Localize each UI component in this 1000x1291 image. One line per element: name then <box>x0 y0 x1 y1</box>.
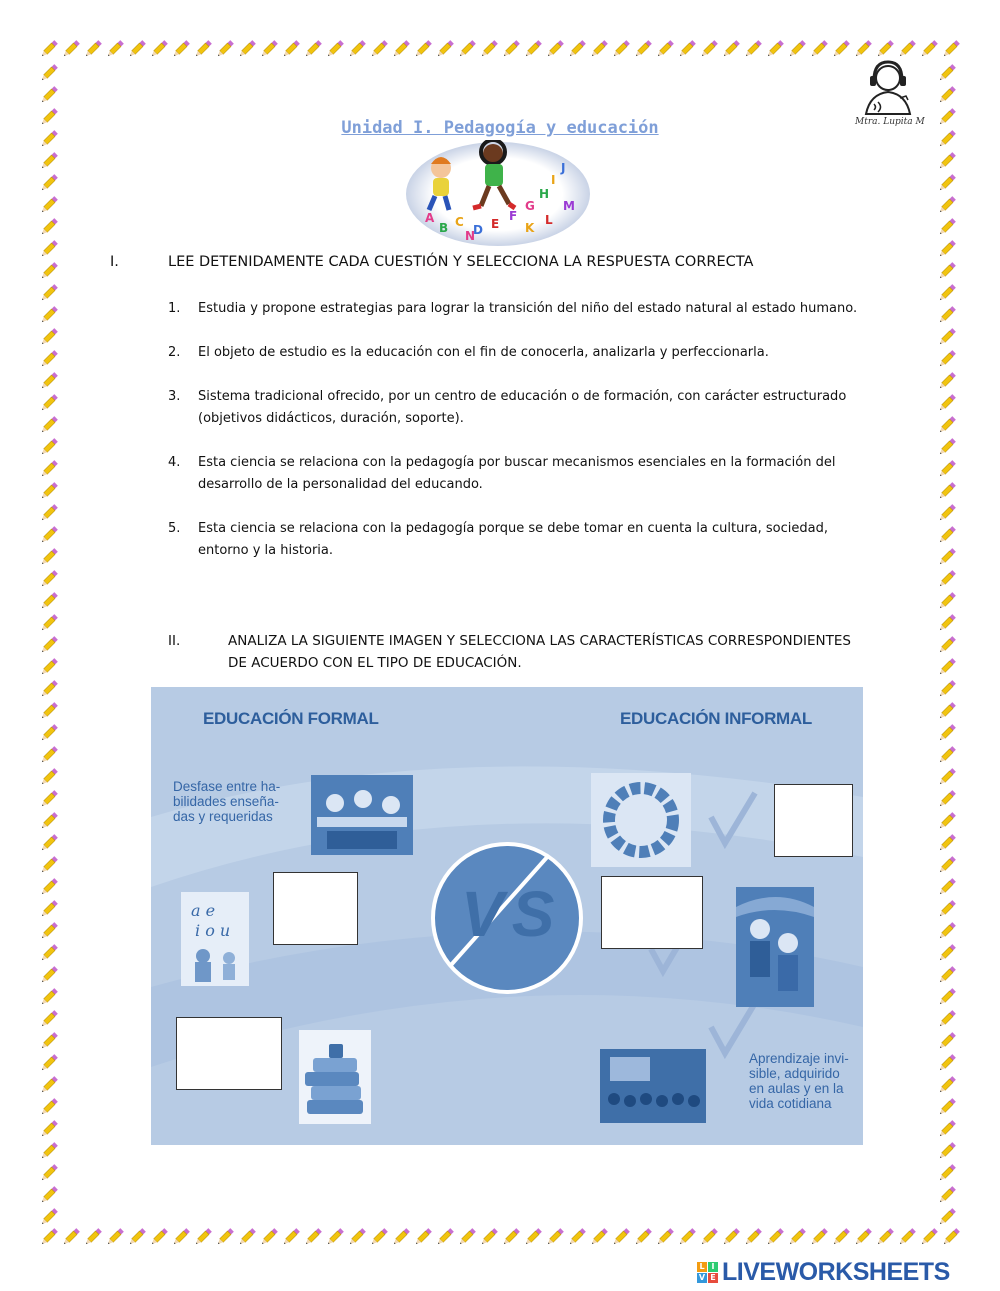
pencil-icon <box>302 1226 324 1248</box>
children-walking-clipart <box>405 140 591 248</box>
pencil-icon <box>192 1226 214 1248</box>
pencil-icon <box>302 38 324 60</box>
question-number: 2. <box>168 345 181 360</box>
pencil-icon <box>936 1052 958 1074</box>
pencil-border-bottom <box>38 1226 962 1248</box>
pencil-icon <box>82 1226 104 1248</box>
svg-text:K: K <box>525 221 535 235</box>
pencil-icon <box>38 590 60 612</box>
pencil-icon <box>38 612 60 634</box>
pencil-icon <box>610 1226 632 1248</box>
pencil-icon <box>936 832 958 854</box>
pencil-icon <box>38 876 60 898</box>
pencil-icon <box>170 1226 192 1248</box>
pencil-icon <box>126 1226 148 1248</box>
svg-text:L: L <box>545 213 553 227</box>
technology-circle-image <box>591 773 691 867</box>
pencil-icon <box>676 38 698 60</box>
question-text: El objeto de estudio es la educación con el fin de conocerla, analizarla y perfeccionarla. <box>198 345 769 360</box>
liveworksheets-logo <box>697 1258 950 1287</box>
pencil-icon <box>522 38 544 60</box>
svg-text:a e: a e <box>191 901 216 920</box>
pencil-icon <box>478 38 500 60</box>
pencil-icon <box>38 392 60 414</box>
question-number: 4. <box>168 455 181 470</box>
pencil-icon <box>324 1226 346 1248</box>
pencil-icon <box>38 832 60 854</box>
svg-text:A: A <box>425 211 435 225</box>
question-text: Sistema tradicional ofrecido, por un centro de educación o de formación, con carácter estructurado (objetivos didácticos, duración, soporte). <box>198 389 847 426</box>
pencil-icon <box>698 38 720 60</box>
pencil-icon <box>936 238 958 260</box>
pencil-icon <box>38 1140 60 1162</box>
pencil-icon <box>38 150 60 172</box>
pencil-icon <box>38 1096 60 1118</box>
svg-text:I: I <box>551 173 556 187</box>
pencil-icon <box>936 810 958 832</box>
pencil-icon <box>500 38 522 60</box>
pencil-icon <box>936 942 958 964</box>
pencil-icon <box>936 1162 958 1184</box>
question-number: 5. <box>168 521 181 536</box>
svg-text:D: D <box>473 223 483 237</box>
question-item[interactable] <box>168 342 868 364</box>
pencil-icon <box>38 194 60 216</box>
pencil-icon <box>566 1226 588 1248</box>
pencil-icon <box>192 38 214 60</box>
liveworksheets-badge <box>697 1262 718 1283</box>
pencil-icon <box>918 38 940 60</box>
pencil-icon <box>38 38 60 60</box>
pencil-icon <box>852 1226 874 1248</box>
pencil-icon <box>38 854 60 876</box>
pencil-icon <box>170 38 192 60</box>
svg-text:J: J <box>561 161 566 175</box>
pencil-icon <box>588 38 610 60</box>
pencil-icon <box>38 502 60 524</box>
pencil-icon <box>544 1226 566 1248</box>
pencil-icon <box>258 38 280 60</box>
pencil-icon <box>566 38 588 60</box>
pencil-icon <box>38 260 60 282</box>
pencil-icon <box>936 612 958 634</box>
svg-text:H: H <box>539 187 550 201</box>
section-1-number: I. <box>110 254 119 270</box>
pencil-icon <box>544 38 566 60</box>
pencil-icon <box>936 788 958 810</box>
pencil-icon <box>786 38 808 60</box>
pencil-border-top <box>38 38 962 60</box>
pencil-icon <box>936 656 958 678</box>
pencil-icon <box>936 766 958 788</box>
pencil-icon <box>38 172 60 194</box>
pencil-icon <box>38 348 60 370</box>
answer-box-informal-1[interactable] <box>774 784 853 857</box>
pencil-icon <box>936 282 958 304</box>
pencil-icon <box>38 1008 60 1030</box>
pencil-icon <box>936 1140 958 1162</box>
signature-text: Mtra. Lupita M <box>855 117 925 127</box>
pencil-icon <box>412 38 434 60</box>
pencil-icon <box>936 1184 958 1206</box>
education-comparison-panel <box>151 687 863 1145</box>
pencil-icon <box>38 238 60 260</box>
pencil-icon <box>936 700 958 722</box>
section-2-number: II. <box>168 633 181 649</box>
section-1-instruction <box>110 254 870 270</box>
pencil-icon <box>390 1226 412 1248</box>
svg-text:C: C <box>455 215 464 229</box>
pencil-icon <box>82 38 104 60</box>
answer-box-informal-2[interactable] <box>601 876 703 949</box>
pencil-icon <box>936 480 958 502</box>
section-1-text: LEE DETENIDAMENTE CADA CUESTIÓN Y SELECCIONA LA RESPUESTA CORRECTA <box>168 254 754 270</box>
pencil-icon <box>610 38 632 60</box>
books-stack-image <box>299 1030 371 1124</box>
pencil-icon <box>874 38 896 60</box>
answer-box-formal-1[interactable] <box>273 872 358 945</box>
pencil-icon <box>38 326 60 348</box>
pencil-icon <box>38 898 60 920</box>
pencil-icon <box>852 38 874 60</box>
pencil-icon <box>896 38 918 60</box>
pencil-icon <box>38 458 60 480</box>
pencil-icon <box>936 568 958 590</box>
pencil-icon <box>390 38 412 60</box>
pencil-icon <box>38 810 60 832</box>
question-list <box>168 298 868 584</box>
pencil-icon <box>38 656 60 678</box>
pencil-icon <box>936 1074 958 1096</box>
pencil-icon <box>764 1226 786 1248</box>
pencil-icon <box>654 38 676 60</box>
pencil-icon <box>936 744 958 766</box>
pencil-border-right <box>936 62 958 1228</box>
pencil-icon <box>38 1162 60 1184</box>
svg-text:E: E <box>491 217 500 231</box>
pencil-icon <box>764 38 786 60</box>
question-item[interactable] <box>168 518 868 562</box>
pencil-icon <box>698 1226 720 1248</box>
pencil-icon <box>236 38 258 60</box>
pencil-icon <box>632 38 654 60</box>
pencil-icon <box>38 1074 60 1096</box>
pencil-icon <box>940 1226 962 1248</box>
auditorium-image <box>600 1049 706 1123</box>
pencil-icon <box>936 172 958 194</box>
pencil-icon <box>38 1052 60 1074</box>
pencil-icon <box>346 38 368 60</box>
pencil-icon <box>456 38 478 60</box>
pencil-icon <box>38 678 60 700</box>
pencil-icon <box>38 480 60 502</box>
pencil-icon <box>936 458 958 480</box>
pencil-icon <box>346 1226 368 1248</box>
pencil-icon <box>936 854 958 876</box>
pencil-icon <box>936 326 958 348</box>
pencil-icon <box>38 766 60 788</box>
pencil-icon <box>936 436 958 458</box>
pencil-icon <box>936 920 958 942</box>
pencil-icon <box>280 1226 302 1248</box>
pencil-icon <box>456 1226 478 1248</box>
question-text: Esta ciencia se relaciona con la pedagogía por buscar mecanismos esenciales en la formación del desarrollo de la personalidad del educando. <box>198 455 836 492</box>
pencil-icon <box>936 150 958 172</box>
pencil-icon <box>60 1226 82 1248</box>
pencil-icon <box>936 502 958 524</box>
informal-education-heading: EDUCACIÓN INFORMAL <box>620 709 812 728</box>
pencil-icon <box>830 1226 852 1248</box>
pencil-icon <box>936 348 958 370</box>
question-item[interactable] <box>168 386 868 430</box>
informal-caption: Aprendizaje invi- sible, adquirido en aulas y en la vida cotidiana <box>749 1051 849 1111</box>
pencil-icon <box>742 1226 764 1248</box>
pencil-icon <box>936 898 958 920</box>
pencil-icon <box>936 194 958 216</box>
pencil-icon <box>60 38 82 60</box>
pencil-icon <box>936 414 958 436</box>
pencil-icon <box>38 1226 60 1248</box>
question-item[interactable] <box>168 298 868 320</box>
svg-text:F: F <box>509 209 518 223</box>
pencil-icon <box>786 1226 808 1248</box>
pencil-icon <box>214 1226 236 1248</box>
classroom-students-image <box>311 775 413 855</box>
vs-label: VS <box>461 878 563 950</box>
pencil-icon <box>936 1008 958 1030</box>
pencil-icon <box>38 370 60 392</box>
pencil-icon <box>38 700 60 722</box>
pencil-icon <box>896 1226 918 1248</box>
badge-letter-i: I <box>708 1262 718 1272</box>
svg-text:G: G <box>525 199 535 213</box>
pencil-icon <box>478 1226 500 1248</box>
pencil-icon <box>936 634 958 656</box>
pencil-icon <box>936 722 958 744</box>
badge-letter-e: E <box>708 1273 718 1283</box>
pencil-icon <box>412 1226 434 1248</box>
pencil-icon <box>434 1226 456 1248</box>
pencil-border-left <box>38 62 60 1228</box>
pencil-icon <box>38 744 60 766</box>
pencil-icon <box>38 216 60 238</box>
pencil-icon <box>38 524 60 546</box>
pencil-icon <box>936 876 958 898</box>
pencil-icon <box>38 436 60 458</box>
pencil-icon <box>236 1226 258 1248</box>
pencil-icon <box>720 38 742 60</box>
pencil-icon <box>936 1096 958 1118</box>
formal-caption: Desfase entre ha- bilidades enseña- das y requeridas <box>173 779 281 824</box>
pencil-icon <box>936 964 958 986</box>
vs-letters <box>451 859 563 977</box>
svg-text:B: B <box>439 221 449 235</box>
svg-text:M: M <box>563 199 575 213</box>
pencil-icon <box>38 304 60 326</box>
pencil-icon <box>654 1226 676 1248</box>
badge-letter-l: L <box>697 1262 707 1272</box>
pencil-icon <box>280 38 302 60</box>
pencil-icon <box>38 1030 60 1052</box>
pencil-icon <box>830 38 852 60</box>
pencil-icon <box>38 920 60 942</box>
pencil-icon <box>38 964 60 986</box>
pencil-icon <box>936 590 958 612</box>
formal-education-heading: EDUCACIÓN FORMAL <box>203 709 379 728</box>
pencil-icon <box>324 38 346 60</box>
pencil-icon <box>936 546 958 568</box>
pencil-icon <box>808 1226 830 1248</box>
pencil-icon <box>874 1226 896 1248</box>
pencil-icon <box>936 370 958 392</box>
pencil-icon <box>258 1226 280 1248</box>
pencil-icon <box>148 38 170 60</box>
pencil-icon <box>104 38 126 60</box>
question-item[interactable] <box>168 452 868 496</box>
pencil-icon <box>808 38 830 60</box>
svg-text:N: N <box>465 229 476 243</box>
pencil-icon <box>38 788 60 810</box>
pencil-icon <box>918 1226 940 1248</box>
pencil-icon <box>632 1226 654 1248</box>
pencil-icon <box>368 38 390 60</box>
question-text: Estudia y propone estrategias para lograr la transición del niño del estado natural al estado humano. <box>198 301 858 316</box>
pencil-icon <box>38 282 60 304</box>
pencil-icon <box>368 1226 390 1248</box>
pencil-icon <box>500 1226 522 1248</box>
pencil-icon <box>126 38 148 60</box>
section-2-instruction <box>168 630 868 674</box>
pencil-icon <box>936 304 958 326</box>
pencil-icon <box>522 1226 544 1248</box>
question-number: 3. <box>168 389 181 404</box>
answer-box-formal-2[interactable] <box>176 1017 282 1090</box>
pencil-icon <box>676 1226 698 1248</box>
pencil-icon <box>936 260 958 282</box>
question-text: Esta ciencia se relaciona con la pedagogía porque se debe tomar en cuenta la cultura, sociedad, entorno y la historia. <box>198 521 828 558</box>
pencil-icon <box>38 1118 60 1140</box>
pencil-icon <box>38 1184 60 1206</box>
pencil-icon <box>588 1226 610 1248</box>
pencil-icon <box>940 38 962 60</box>
pencil-icon <box>936 392 958 414</box>
pencil-icon <box>720 1226 742 1248</box>
pencil-icon <box>38 1206 60 1228</box>
pencil-icon <box>38 568 60 590</box>
badge-letter-v: V <box>698 1273 706 1282</box>
pencil-icon <box>936 1030 958 1052</box>
pencil-icon <box>38 62 60 84</box>
pencil-icon <box>936 524 958 546</box>
alphabet-kids-image <box>181 892 249 986</box>
pencil-icon <box>742 38 764 60</box>
pencil-icon <box>38 722 60 744</box>
page-title: Unidad I. Pedagogía y educación <box>341 118 659 138</box>
pencil-icon <box>38 634 60 656</box>
pencil-icon <box>38 414 60 436</box>
pencil-icon <box>104 1226 126 1248</box>
pencil-icon <box>38 986 60 1008</box>
pencil-icon <box>936 1206 958 1228</box>
pencil-icon <box>434 38 456 60</box>
question-number: 1. <box>168 301 181 316</box>
children-outdoors-image <box>736 887 814 1007</box>
pencil-icon <box>936 678 958 700</box>
svg-text:i o u: i o u <box>195 921 231 940</box>
pencil-icon <box>38 942 60 964</box>
pencil-icon <box>936 986 958 1008</box>
pencil-icon <box>38 84 60 106</box>
pencil-icon <box>214 38 236 60</box>
pencil-icon <box>936 216 958 238</box>
section-2-text: ANALIZA LA SIGUIENTE IMAGEN Y SELECCIONA LAS CARACTERÍSTICAS CORRESPONDIENTES DE ACUERDO CON EL TIPO DE EDUCACIÓN. <box>228 633 851 671</box>
pencil-icon <box>38 546 60 568</box>
pencil-icon <box>936 1118 958 1140</box>
pencil-icon <box>148 1226 170 1248</box>
liveworksheets-brand: LIVEWORKSHEETS <box>722 1258 950 1286</box>
